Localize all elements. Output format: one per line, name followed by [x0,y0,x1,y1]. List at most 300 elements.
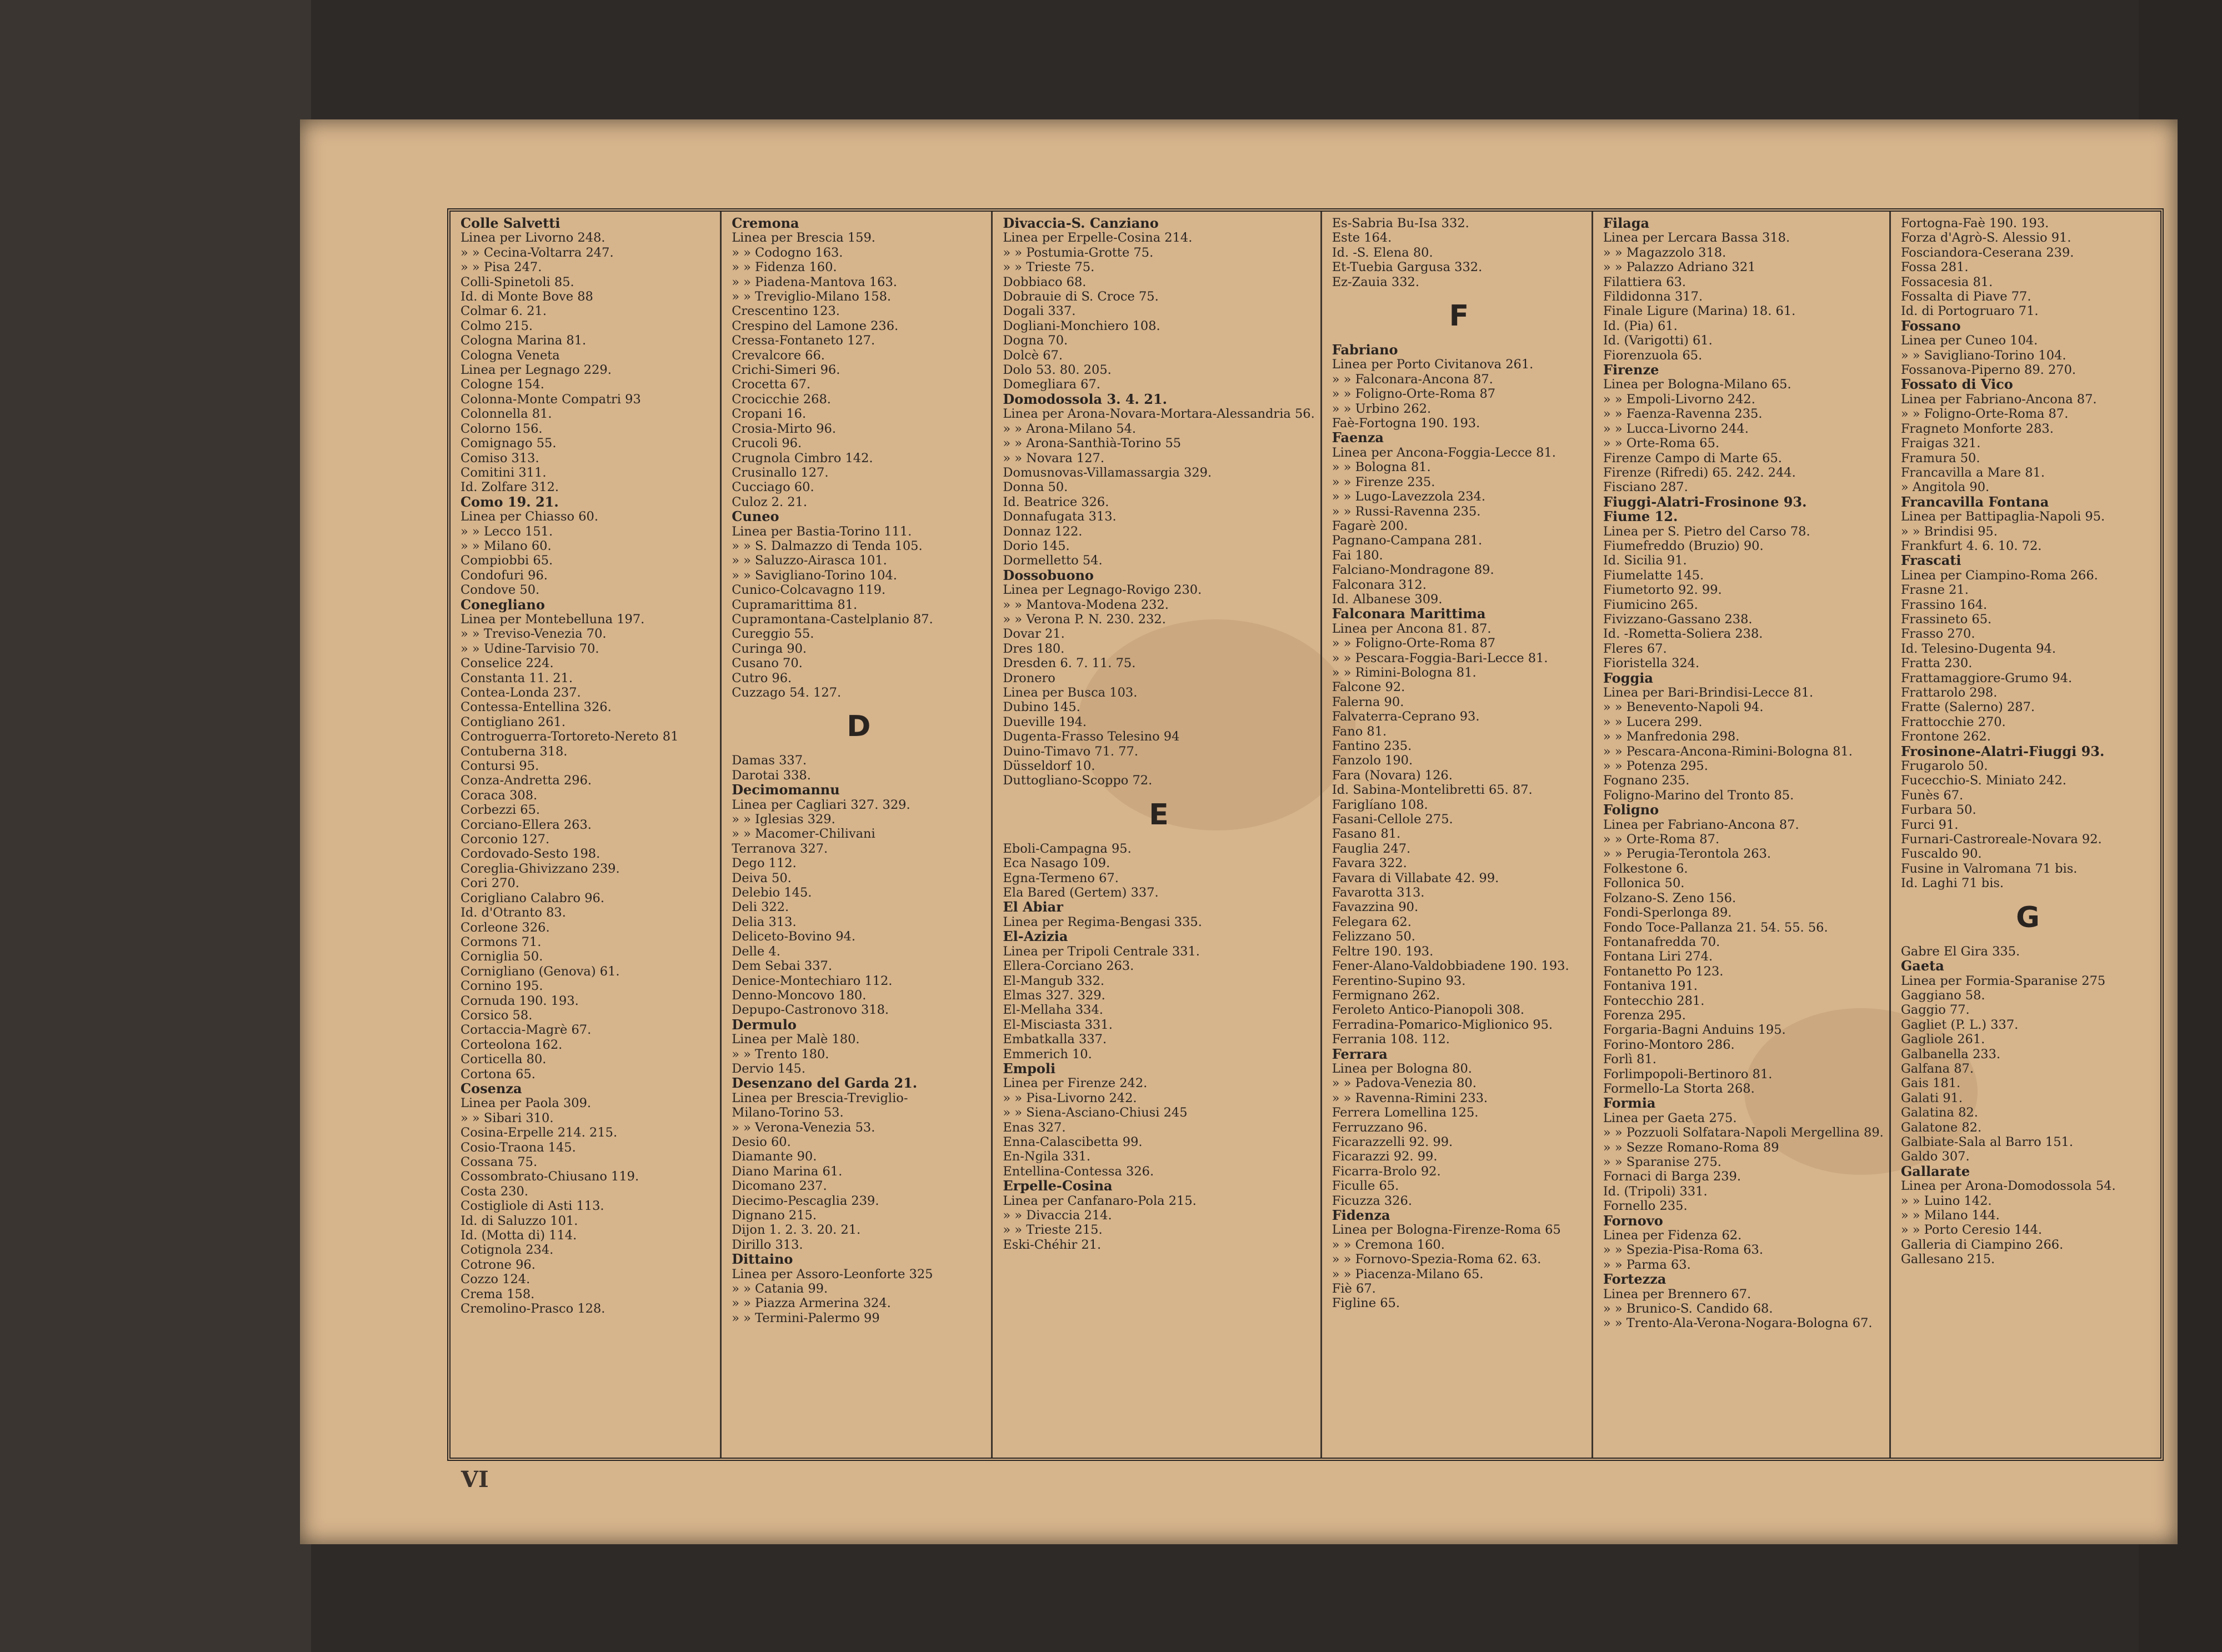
index-entry: Crescentino 123. [732,304,840,319]
entry-heading: Como 19. 21. [461,493,559,510]
index-entry: Duino-Timavo 71. 77. [1003,744,1139,759]
index-entry: Comiso 313. [461,450,539,465]
index-entry: Desio 60. [732,1134,791,1149]
index-entry: Id. Telesino-Dugenta 94. [1900,641,2056,656]
index-entry: Finale Ligure (Marina) 18. 61. [1603,304,1796,319]
index-entry: Compiobbi 65. [461,553,553,568]
index-column-6 [1891,212,2160,1458]
index-entry: » » Fornovo-Spezia-Roma 62. 63. [1332,1252,1542,1267]
index-entry: Corbezzi 65. [461,803,541,818]
index-entry: Ficarazzi 92. 99. [1332,1149,1438,1164]
section-letter: G [2016,900,2040,934]
index-entry: Eski-Chéhir 21. [1003,1237,1102,1252]
index-entry: Id. Zolfare 312. [461,480,559,495]
index-entry: Colonnella 81. [461,407,552,422]
index-entry: Frasne 21. [1900,583,1969,598]
index-entry: Galdo 307. [1900,1149,1970,1164]
index-entry: Comignago 55. [461,436,557,451]
index-entry: » » Rimini-Bologna 81. [1332,665,1477,680]
index-entry: Deiva 50. [732,870,792,885]
index-entry: Cuzzago 54. 127. [732,685,842,700]
index-entry: Conselice 224. [461,656,554,671]
entry-heading: Ferrara [1332,1045,1388,1062]
index-entry: Costa 230. [461,1184,529,1199]
index-entry: Figline 65. [1332,1296,1400,1311]
index-entry: » » Fidenza 160. [732,260,837,275]
index-entry: Corsico 58. [461,1008,533,1023]
entry-heading: Filaga [1603,215,1650,231]
index-entry: Fener-Alano-Valdobbiadene 190. 193. [1332,959,1569,974]
index-entry: » » Falconara-Ancona 87. [1332,372,1493,387]
index-entry: Deliceto-Bovino 94. [732,929,856,944]
index-entry: Elmas 327. 329. [1003,988,1105,1003]
index-entry: Id. d'Otranto 83. [461,905,566,920]
index-entry: » » Perugia-Terontola 263. [1603,847,1771,862]
index-entry: Fermignano 262. [1332,988,1440,1003]
index-entry: Crucoli 96. [732,436,802,451]
index-entry: Dijon 1. 2. 3. 20. 21. [732,1223,861,1238]
index-entry: » » Lecco 151. [461,524,553,539]
index-entry: Id. (Pia) 61. [1603,318,1678,333]
index-entry: Contursi 95. [461,759,539,774]
index-entry: » » Sezze Romano-Roma 89 [1603,1140,1779,1155]
index-entry: Crichi-Simeri 96. [732,363,840,378]
index-entry: Dugenta-Frasso Telesino 94 [1003,729,1180,744]
index-entry: Fauglia 247. [1332,841,1411,856]
index-entry: Favarotta 313. [1332,885,1425,900]
index-entry: Cotignola 234. [461,1243,554,1258]
index-entry: Corniglia 50. [461,949,543,964]
index-entry: Cunico-Colcavagno 119. [732,583,886,598]
index-entry: Id. Laghi 71 bis. [1900,876,2004,891]
entry-heading: Colle Salvetti [461,215,560,231]
index-entry: Dormelletto 54. [1003,553,1103,568]
index-entry: Linea per Firenze 242. [1003,1076,1148,1091]
index-entry: Firenze Campo di Marte 65. [1603,450,1782,465]
index-entry: Linea per Cagliari 327. 329. [732,797,910,812]
index-entry: » » Arona-Milano 54. [1003,421,1137,436]
index-entry: Embatkalla 337. [1003,1032,1107,1047]
index-entry: Frattocchie 270. [1900,714,2006,729]
entry-heading: Decimomannu [732,782,840,798]
entry-heading: Domodossola 3. 4. 21. [1003,391,1168,407]
index-entry: Dronero [1003,670,1055,685]
index-entry: Linea per Cuneo 104. [1900,333,2038,348]
index-entry: Gais 181. [1900,1076,1961,1091]
index-entry: » » Orte-Roma 87. [1603,832,1720,847]
index-entry: Feltre 190. 193. [1332,944,1434,959]
index-entry: Gaggiano 58. [1900,988,1985,1003]
index-entry: Dogna 70. [1003,333,1068,348]
index-entry: Id. di Portogruaro 71. [1900,304,2039,319]
index-entry: Ferruzzano 96. [1332,1120,1428,1135]
index-entry: » » Ravenna-Rimini 233. [1332,1090,1488,1105]
index-entry: Enna-Calascibetta 99. [1003,1134,1143,1149]
index-entry: Cureggio 55. [732,627,814,642]
entry-heading: Gallarate [1900,1163,1970,1179]
index-entry: Eca Nasago 109. [1003,856,1110,871]
index-entry: Felegara 62. [1332,914,1412,929]
index-entry: Dicomano 237. [732,1179,827,1194]
index-entry: » » Pescara-Foggia-Bari-Lecce 81. [1332,650,1548,665]
index-entry: Fariglíano 108. [1332,797,1428,812]
index-entry: Fiumelatte 145. [1603,568,1704,583]
index-entry: Este 164. [1332,231,1392,246]
index-entry: Linea per Canfanaro-Pola 215. [1003,1193,1197,1208]
entry-heading: Dossobuono [1003,567,1094,583]
entry-heading: Dermulo [732,1016,797,1033]
index-entry: » » Udine-Tarvisio 70. [461,641,599,656]
index-entry: Corconio 127. [461,832,550,847]
index-entry: Fondi-Sperlonga 89. [1603,905,1732,920]
index-entry: Fognano 235. [1603,773,1690,788]
index-entry: Frassineto 65. [1900,612,1992,627]
index-entry: El-Mangub 332. [1003,973,1105,988]
index-entry: » » Spezia-Pisa-Roma 63. [1603,1243,1764,1258]
index-entry: » » Faenza-Ravenna 235. [1603,407,1763,422]
index-entry: » » S. Dalmazzo di Tenda 105. [732,538,923,553]
index-entry: Domusnovas-Villamassargia 329. [1003,465,1212,480]
index-entry: Id. Albanese 309. [1332,592,1443,607]
index-entry: » » Palazzo Adriano 321 [1603,260,1756,275]
entry-heading: Falconara Marittima [1332,605,1486,622]
index-entry: Linea per S. Pietro del Carso 78. [1603,524,1810,539]
index-entry: Fraigas 321. [1900,436,1981,451]
index-entry: » » Foligno-Orte-Roma 87 [1332,636,1496,651]
background-left [0,0,311,1652]
index-entry: Filattiera 63. [1603,274,1686,289]
index-entry: » » Empoli-Livorno 242. [1603,392,1755,407]
index-entry: Forgaria-Bagni Anduins 195. [1603,1023,1786,1038]
index-entry: Cropani 16. [732,407,807,422]
index-entry: Linea per Formia-Sparanise 275 [1900,973,2106,988]
index-entry: Dem Sebai 337. [732,959,833,974]
index-entry: Gallesano 215. [1900,1252,1995,1267]
index-entry: Cormons 71. [461,934,542,949]
index-entry: Linea per Battipaglia-Napoli 95. [1900,509,2105,524]
entry-heading: Divaccia-S. Canziano [1003,215,1159,231]
index-entry: Gagliole 261. [1900,1032,1985,1047]
index-entry: Ficulle 65. [1332,1179,1399,1194]
index-entry: » » Pisa 247. [461,260,542,275]
index-entry: Cusano 70. [732,656,803,671]
index-entry: Diecimo-Pescaglia 239. [732,1193,879,1208]
index-entry: Colmar 6. 21. [461,304,547,319]
entry-heading: El Abiar [1003,899,1063,915]
index-entry: » » Postumia-Grotte 75. [1003,245,1154,260]
index-entry: Crocicchie 268. [732,392,831,407]
index-entry: Milano-Torino 53. [732,1105,844,1120]
index-entry: » » Pescara-Ancona-Rimini-Bologna 81. [1603,744,1853,759]
entry-heading: Conegliano [461,596,545,613]
document-page [300,119,2178,1544]
index-entry: Contea-Londa 237. [461,685,581,700]
index-entry: Galati 91. [1900,1090,1963,1105]
index-column-1 [451,212,722,1458]
index-entry: Linea per Bologna-Milano 65. [1603,377,1791,392]
index-entry: Fucecchio-S. Miniato 242. [1900,773,2066,788]
index-entry: Coraca 308. [461,788,538,803]
index-entry: Denice-Montechiaro 112. [732,973,893,988]
index-entry: Cologna Marina 81. [461,333,587,348]
index-entry: » » Urbino 262. [1332,401,1432,416]
index-entry: » » Magazzolo 318. [1603,245,1726,260]
index-entry: Dirillo 313. [732,1237,803,1252]
index-entry: Felizzano 50. [1332,929,1415,944]
index-entry: Delle 4. [732,944,780,959]
index-entry: Diamante 90. [732,1149,817,1164]
index-entry: Darotai 338. [732,768,811,783]
index-entry: Fasani-Cellole 275. [1332,812,1453,827]
index-entry: » » Milano 144. [1900,1208,2000,1223]
index-entry: » » Pisa-Livorno 242. [1003,1090,1137,1105]
index-entry: Ferrera Lomellina 125. [1332,1105,1479,1120]
index-entry: » » Divaccia 214. [1003,1208,1112,1223]
entry-heading: Fornovo [1603,1212,1663,1229]
index-entry: Delia 313. [732,914,797,929]
entry-heading: Fossato di Vico [1900,376,2013,393]
index-entry: » » Trento 180. [732,1047,829,1062]
entry-heading: Fabriano [1332,342,1398,358]
index-entry: Fratta 230. [1900,656,1973,671]
index-entry: Crusinallo 127. [732,465,829,480]
index-entry: Foligno-Marino del Tronto 85. [1603,788,1794,803]
index-entry: Falcone 92. [1332,680,1405,695]
index-entry: Fragneto Monforte 283. [1900,421,2054,436]
index-entry: Falvaterra-Ceprano 93. [1332,709,1480,724]
index-entry: » » Milano 60. [461,538,552,553]
index-entry: Crosia-Mirto 96. [732,421,836,436]
index-entry: Fiè 67. [1332,1281,1376,1296]
index-entry: » » Firenze 235. [1332,474,1435,489]
index-entry: Linea per Arona-Domodossola 54. [1900,1179,2116,1194]
index-entry: Denno-Moncovo 180. [732,988,867,1003]
section-letter: F [1449,299,1469,333]
index-column-2 [722,212,993,1458]
index-entry: Dolcè 67. [1003,348,1063,363]
index-entry: Cosina-Erpelle 214. 215. [461,1125,618,1140]
index-entry: » » Cecina-Voltarra 247. [461,245,614,260]
page-number: VI [461,1466,489,1493]
index-entry: Linea per Paola 309. [461,1096,592,1111]
index-entry: Cornigliano (Genova) 61. [461,964,620,979]
index-entry: Gabre El Gira 335. [1900,944,2020,959]
index-entry: Fuscaldo 90. [1900,847,1982,862]
index-entry: Firenze (Rifredi) 65. 242. 244. [1603,465,1796,480]
index-entry: Crema 158. [461,1286,535,1301]
index-entry: » » Catania 99. [732,1281,828,1296]
index-entry: Favara 322. [1332,856,1407,871]
index-entry: Cossana 75. [461,1155,538,1169]
index-entry: Contigliano 261. [461,714,565,729]
index-entry: Crocetta 67. [732,377,811,392]
index-entry: Favazzina 90. [1332,900,1419,915]
index-entry: Culoz 2. 21. [732,494,808,509]
index-entry: » » Cremona 160. [1332,1237,1445,1252]
index-entry: Falerna 90. [1332,694,1404,709]
index-entry: » » Trieste 75. [1003,260,1095,275]
index-entry: Feroleto Antico-Pianopoli 308. [1332,1003,1525,1018]
index-entry: Contessa-Entellina 326. [461,700,612,715]
entry-heading: Frosinone-Alatri-Fiuggi 93. [1900,743,2105,759]
section-letter: D [847,710,871,744]
index-entry: Linea per Tripoli Centrale 331. [1003,944,1200,959]
index-entry: Conza-Andretta 296. [461,773,592,788]
index-entry: » » Bologna 81. [1332,460,1431,475]
index-entry: Linea per Arona-Novara-Mortara-Alessandria 56. [1003,407,1315,422]
index-entry: Folkestone 6. [1603,861,1688,876]
entry-heading: Foligno [1603,802,1659,818]
index-entry: » » Sparanise 275. [1603,1155,1721,1169]
index-entry: Enas 327. [1003,1120,1066,1135]
index-entry: Ficarra-Brolo 92. [1332,1164,1441,1179]
index-entry: Id. di Saluzzo 101. [461,1213,578,1228]
index-entry: Donnafugata 313. [1003,509,1117,524]
index-entry: » » Piazza Armerina 324. [732,1296,891,1311]
index-entry: » » Piacenza-Milano 65. [1332,1266,1484,1281]
index-entry: Fiumetorto 92. 99. [1603,583,1722,598]
index-entry: Dresden 6. 7. 11. 75. [1003,656,1136,671]
index-entry: Cologne 154. [461,377,544,392]
index-entry: Crugnola Cimbro 142. [732,450,873,465]
index-entry: Linea per Busca 103. [1003,685,1138,700]
index-entry: Gaggio 77. [1900,1003,1970,1018]
entry-heading: Cuneo [732,508,779,525]
index-entry: Linea per Fabriano-Ancona 87. [1603,817,1799,832]
entry-heading: Dittaino [732,1251,793,1268]
index-entry: Fratte (Salerno) 287. [1900,700,2035,715]
index-entry: Linea per Montebelluna 197. [461,612,645,627]
index-entry: Fossanova-Piperno 89. 270. [1900,363,2076,378]
index-entry: » » Saluzzo-Airasca 101. [732,553,887,568]
index-entry: Ela Bared (Gertem) 337. [1003,885,1159,900]
index-entry: Colli-Spinetoli 85. [461,274,574,289]
index-entry: Id. Sabina-Montelibretti 65. 87. [1332,783,1533,798]
index-entry: Cori 270. [461,876,519,891]
index-entry: » » Iglesias 329. [732,812,835,827]
index-entry: Damas 337. [732,753,807,768]
index-entry: Frontone 262. [1900,729,1991,744]
index-entry: » » Foligno-Orte-Roma 87. [1900,407,2069,422]
index-entry: Comitini 311. [461,465,547,480]
index-entry: Dobbiaco 68. [1003,274,1087,289]
index-entry: Fusine in Valromana 71 bis. [1900,861,2078,876]
index-entry: Dolo 53. 80. 205. [1003,363,1112,378]
index-entry: Constanta 11. 21. [461,670,573,685]
index-entry: Ferrania 108. 112. [1332,1032,1450,1047]
entry-heading: Empoli [1003,1060,1056,1077]
index-entry: Domegliara 67. [1003,377,1100,392]
index-entry: Forlì 81. [1603,1052,1657,1067]
index-entry: » » Novara 127. [1003,450,1104,465]
index-entry: Forino-Montoro 286. [1603,1037,1735,1052]
entry-heading: Firenze [1603,362,1659,378]
index-entry: Fasano 81. [1332,827,1401,842]
index-entry: Emmerich 10. [1003,1047,1092,1062]
index-entry: » » Arona-Santhià-Torino 55 [1003,436,1182,451]
index-entry: Id. (Tripoli) 331. [1603,1184,1708,1199]
index-entry: Linea per Fabriano-Ancona 87. [1900,392,2097,407]
entry-heading: Erpelle-Cosina [1003,1178,1113,1194]
index-entry: Fontecchio 281. [1603,993,1705,1008]
entry-heading: Desenzano del Garda 21. [732,1075,918,1092]
index-entry: » » Brunico-S. Candido 68. [1603,1301,1773,1316]
index-entry: Cornino 195. [461,979,543,994]
index-entry: Fai 180. [1332,548,1383,563]
index-entry: Condove 50. [461,583,540,598]
index-column-4 [1322,212,1593,1458]
index-entry: » » Lugo-Lavezzola 234. [1332,489,1486,504]
index-entry: Linea per Lercara Bassa 318. [1603,231,1790,246]
index-entry: Frankfurt 4. 6. 10. 72. [1900,538,2042,553]
entry-heading: Francavilla Fontana [1900,493,2049,510]
index-entry: Favara di Villabate 42. 99. [1332,870,1499,885]
index-entry: Linea per Porto Civitanova 261. [1332,357,1534,372]
index-entry: Fivizzano-Gassano 238. [1603,612,1753,627]
index-entry: Crevalcore 66. [732,348,825,363]
index-entry: Folzano-S. Zeno 156. [1603,890,1736,905]
index-entry: Furci 91. [1900,817,1959,832]
index-entry: Colmo 215. [461,318,533,333]
index-entry: Linea per Malè 180. [732,1032,860,1047]
index-entry: Frattarolo 298. [1900,685,1998,700]
index-entry: Cornuda 190. 193. [461,993,579,1008]
index-entry: Depupo-Castronovo 318. [732,1003,889,1018]
index-entry: Galatone 82. [1900,1120,1982,1135]
index-entry: Dignano 215. [732,1208,817,1223]
index-entry: Forza d'Agrò-S. Alessio 91. [1900,231,2071,246]
index-entry: Cologna Veneta [461,348,560,363]
index-entry: » Angitola 90. [1900,480,1990,495]
index-entry: Controguerra-Tortoreto-Nereto 81 [461,729,679,744]
index-entry: Fiumefreddo (Bruzio) 90. [1603,538,1764,553]
index-entry: Id. (Varigotti) 61. [1603,333,1713,348]
index-entry: Fortogna-Faè 190. 193. [1900,216,2049,231]
index-entry: Dorio 145. [1003,538,1070,553]
index-entry: » » Mantova-Modena 232. [1003,597,1169,612]
index-entry: Galfana 87. [1900,1061,1974,1076]
index-entry: Id. -Rometta-Soliera 238. [1603,627,1763,642]
index-entry: Fiumicino 265. [1603,597,1698,612]
index-entry: Fondo Toce-Pallanza 21. 54. 55. 56. [1603,920,1828,935]
index-entry: Falciano-Mondragone 89. [1332,563,1494,578]
index-entry: » » Manfredonia 298. [1603,729,1740,744]
index-entry: Dobrauie di S. Croce 75. [1003,289,1159,304]
index-column-3 [993,212,1322,1458]
index-entry: Framura 50. [1900,450,1980,465]
index-entry: » » Lucera 299. [1603,714,1703,729]
index-entry: Follonica 50. [1603,876,1685,891]
entry-heading: Fossano [1900,317,1961,334]
index-entry: Delebio 145. [732,885,812,900]
index-entry: Entellina-Contessa 326. [1003,1164,1154,1179]
index-entry: Pagnano-Campana 281. [1332,533,1483,548]
index-entry: Dres 180. [1003,641,1065,656]
entry-heading: Faenza [1332,429,1384,446]
index-entry: Fantino 235. [1332,739,1412,753]
index-entry: » » Lucca-Livorno 244. [1603,421,1749,436]
index-entry: Id. Sicilia 91. [1603,553,1687,568]
index-entry: Ferradina-Pomarico-Miglionico 95. [1332,1017,1553,1032]
index-entry: » » Verona-Venezia 53. [732,1120,875,1135]
index-entry: Costigliole di Asti 113. [461,1199,604,1214]
index-entry: Cremolino-Prasco 128. [461,1301,605,1316]
index-entry: Condofuri 96. [461,568,548,583]
index-entry: Cordovado-Sesto 198. [461,847,600,862]
index-entry: Donna 50. [1003,480,1068,495]
index-entry: Corteolona 162. [461,1037,563,1052]
index-entry: Francavilla a Mare 81. [1900,465,2045,480]
